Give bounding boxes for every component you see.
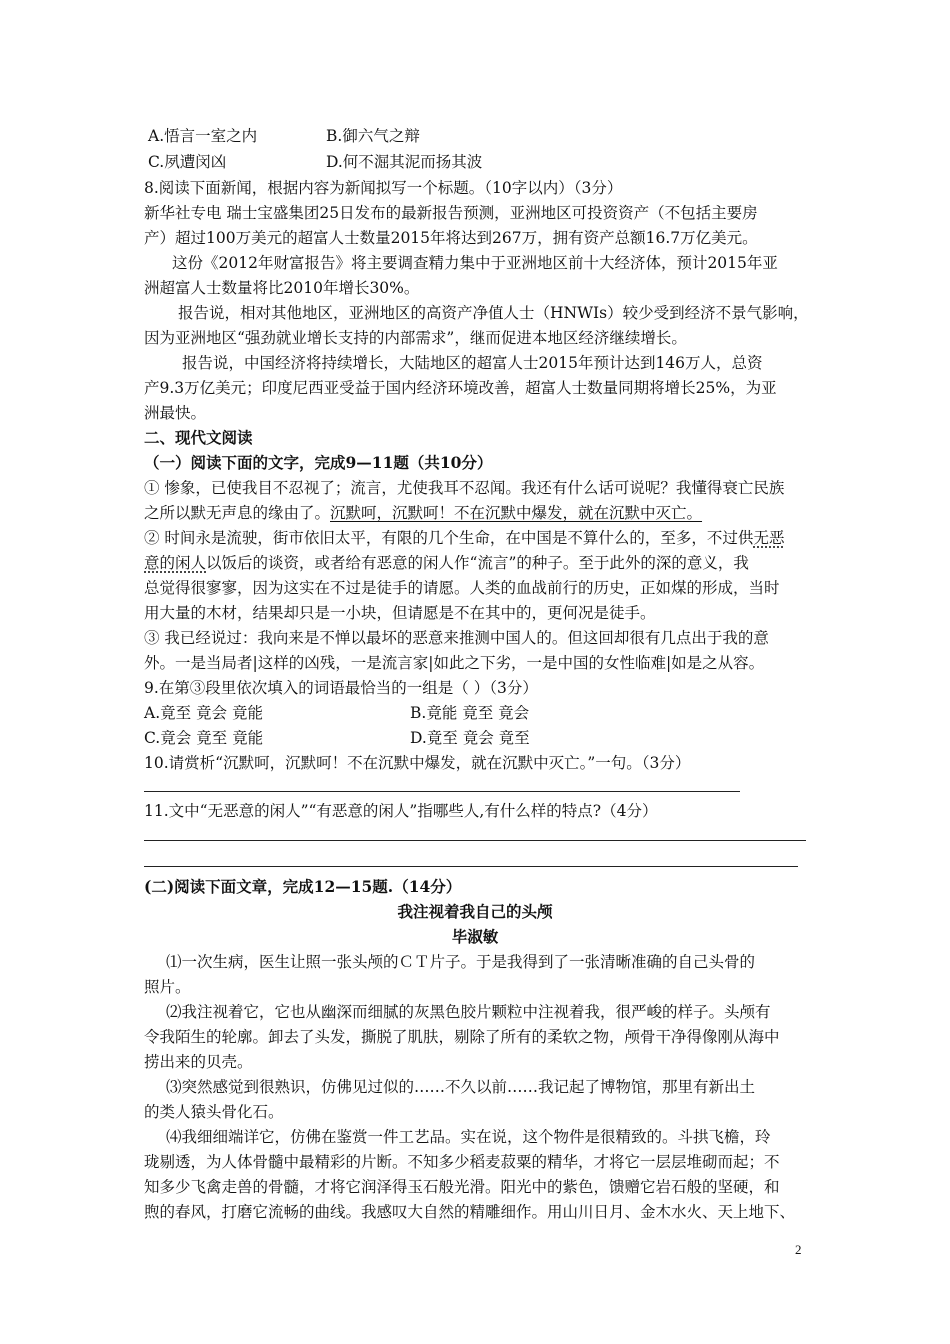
passage-line xyxy=(144,553,749,573)
news-line: 这份《2012年财富报告》将主要调查精力集中于亚洲地区前十大经济体，预计2015年亚 xyxy=(172,254,778,272)
q7-option-d: D.何不淈其泥而扬其波 xyxy=(326,153,483,171)
passage-line: 总觉得很寥寥，因为这实在不过是徒手的请愿。人类的血战前行的历史，正如煤的形成，当时 xyxy=(144,579,780,597)
news-line: 洲最快。 xyxy=(144,404,207,422)
passage-text: 之所以默无声息的缘由了。 xyxy=(144,504,331,522)
news-line: 产）超过100万美元的超富人士数量2015年将达到267万，拥有资产总额16.7万亿美元。 xyxy=(144,229,758,247)
dotted-emphasis: 意的闲人 xyxy=(144,554,207,572)
q9-option-b: B.竟能 竟至 竟会 xyxy=(410,704,530,722)
article-line: 的类人猿头骨化石。 xyxy=(144,1103,284,1121)
article-line: 令我陌生的轮廓。卸去了头发，撕脱了肌肤，剔除了所有的柔软之物，颅骨干净得像刚从海中 xyxy=(144,1028,780,1046)
news-line: 洲超富人士数量将比2010年增长30%。 xyxy=(144,279,420,297)
article-line: ⑶突然感觉到很熟识，仿佛见过似的……不久以前……我记起了博物馆，那里有新出土 xyxy=(166,1078,756,1096)
q9-prompt: 9.在第③段里依次填入的词语最恰当的一组是（ ）（3分） xyxy=(144,679,538,697)
answer-line xyxy=(144,866,798,867)
q7-option-a: A.悟言一室之内 xyxy=(148,127,258,145)
underlined-quote: 沉默呵，沉默呵！不在沉默中爆发，就在沉默中灭亡。 xyxy=(330,504,703,522)
article-title: 我注视着我自己的头颅 xyxy=(397,902,553,921)
passage-line: ③ 我已经说过：我向来是不惮以最坏的恶意来推测中国人的。但这回却很有几点出于我的意 xyxy=(144,629,769,647)
page-number: 2 xyxy=(795,1242,802,1257)
q9-option-a: A.竟至 竟会 竟能 xyxy=(144,704,263,722)
article-line: ⑴一次生病，医生让照一张头颅的ＣＴ片子。于是我得到了一张清晰准确的自己头骨的 xyxy=(166,953,756,971)
q11-prompt: 11.文中“无恶意的闲人”“有恶意的闲人”指哪些人,有什么样的特点?（4分） xyxy=(144,802,658,820)
part2-heading: (二)阅读下面文章，完成12—15题.（14分） xyxy=(144,877,462,896)
answer-line xyxy=(144,840,806,841)
passage-line xyxy=(144,528,784,548)
passage-line: 用大量的木材，结果却只是一小块，但请愿是不在其中的，更何况是徒手。 xyxy=(144,604,656,622)
q7-option-c: C.夙遭闵凶 xyxy=(148,153,227,171)
article-line: 知多少飞禽走兽的骨髓，才将它润泽得玉石般光滑。阳光中的紫色，馈赠它岩石般的坚硬，和 xyxy=(144,1178,780,1196)
q9-option-d: D.竟至 竟会 竟至 xyxy=(410,729,530,747)
passage-text: 以饭后的谈资，或者给有恶意的闲人作“流言”的种子。至于此外的深的意义，我 xyxy=(206,554,749,572)
q10-prompt: 10.请赏析“沉默呵，沉默呵！不在沉默中爆发，就在沉默中灭亡。”一句。（3分） xyxy=(144,754,691,772)
article-line: 捞出来的贝壳。 xyxy=(144,1053,253,1071)
news-line: 报告说，中国经济将持续增长，大陆地区的超富人士2015年预计达到146万人，总资 xyxy=(182,354,763,372)
article-line: ⑷我细细端详它，仿佛在鉴赏一件工艺品。实在说，这个物件是很精致的。斗拱飞檐，玲 xyxy=(166,1128,771,1146)
q9-option-c: C.竟会 竟至 竟能 xyxy=(144,729,264,747)
news-line: 产9.3万亿美元；印度尼西亚受益于国内经济环境改善，超富人士数量同期将增长25%，为亚 xyxy=(144,379,777,397)
dotted-emphasis: 无恶 xyxy=(753,529,785,547)
article-line: 煦的春风，打磨它流畅的曲线。我感叹大自然的精雕细作。用山川日月、金木水火、天上地下、 xyxy=(144,1203,796,1221)
article-author: 毕淑敏 xyxy=(451,927,499,946)
section-heading: 二、现代文阅读 xyxy=(144,428,253,447)
passage-text: ② 时间永是流驶，街市依旧太平，有限的几个生命，在中国是不算什么的，至多，不过供 xyxy=(144,529,754,547)
news-line: 因为亚洲地区“强劲就业增长支持的内部需求”，继而促进本地区经济继续增长。 xyxy=(144,329,687,347)
part1-heading: （一）阅读下面的文字，完成9—11题（共10分） xyxy=(144,453,493,472)
news-line: 新华社专电 瑞士宝盛集团25日发布的最新报告预测，亚洲地区可投资资产（不包括主要房 xyxy=(144,204,758,222)
news-line: 报告说，相对其他地区，亚洲地区的高资产净值人士（HNWIs）较少受到经济不景气影响， xyxy=(178,304,809,322)
passage-line xyxy=(144,503,702,523)
article-line: 照片。 xyxy=(144,978,191,996)
passage-line: ① 惨象，已使我目不忍视了；流言，尤使我耳不忍闻。我还有什么话可说呢？我懂得衰亡民族 xyxy=(144,479,785,497)
article-line: ⑵我注视着它，它也从幽深而细腻的灰黑色胶片颗粒中注视着我，很严峻的样子。头颅有 xyxy=(166,1003,771,1021)
q8-prompt: 8.阅读下面新闻，根据内容为新闻拟写一个标题。（10字以内）（3分） xyxy=(144,179,623,197)
article-line: 珑剔透，为人体骨髓中最精彩的片断。不知多少稻麦菽粟的精华，才将它一层层堆砌而起；不 xyxy=(144,1153,780,1171)
passage-line: 外。一是当局者|这样的凶残，一是流言家|如此之下劣，一是中国的女性临难|如是之从容。 xyxy=(144,654,765,672)
answer-line xyxy=(144,791,740,792)
q7-option-b: B.御六气之辩 xyxy=(326,127,420,145)
